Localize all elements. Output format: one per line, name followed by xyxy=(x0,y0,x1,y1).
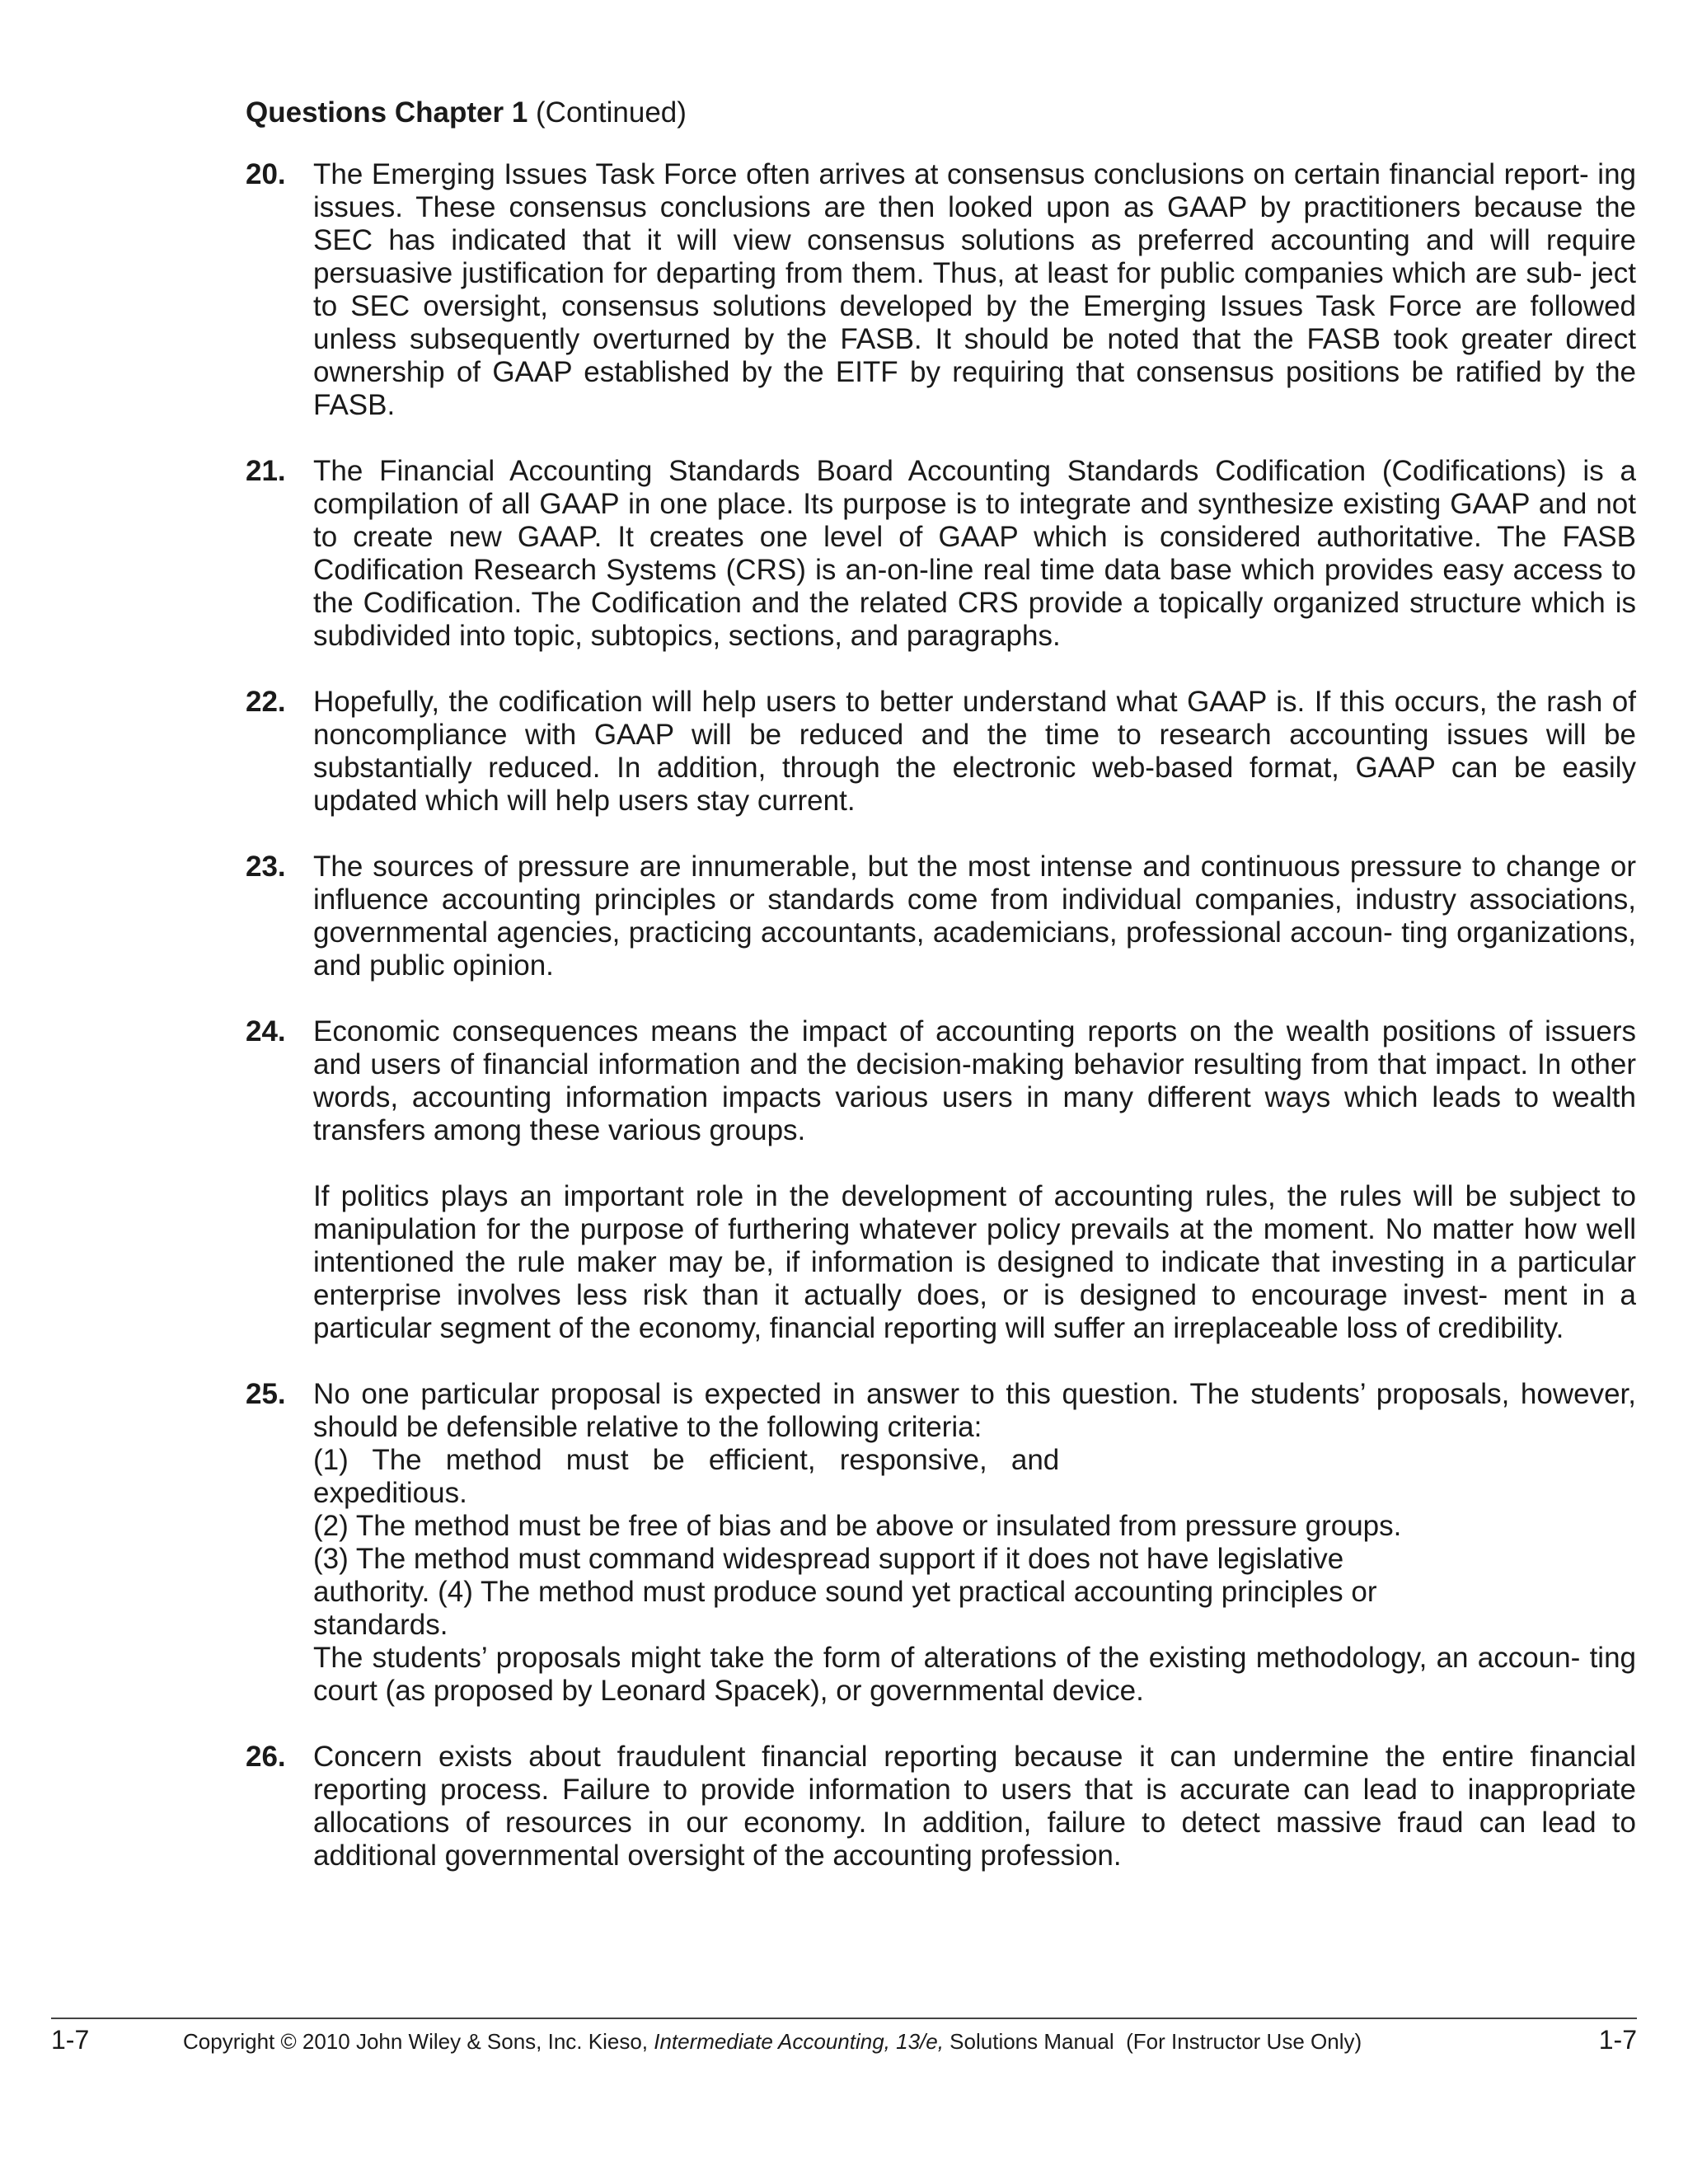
question-number: 20. xyxy=(246,158,286,190)
page-heading xyxy=(246,94,687,132)
page-number-right: 1-7 xyxy=(1598,2025,1637,2055)
question-text: Economic consequences means the impact of accounting reports on the wealth positions of issuers and users of financial information and the decision-making behavior resulting from that impact. In other words, accounting information impacts various users in many different ways which leads to wealth transfers among these various groups. xyxy=(313,1015,1636,1146)
page-number-left: 1-7 xyxy=(51,2025,90,2055)
question-text: The sources of pressure are innumerable, but the most intense and continuous pressure to change or influence accounting principles or standards come from individual companies, industry associations, governmental agencies, practicing accountants, academicians, professional accoun- ting organizations, and public opinion. xyxy=(313,851,1636,982)
question-23 xyxy=(246,851,1636,982)
criteria-line: (2) The method must be free of bias and be above or insulated from pressure groups. xyxy=(313,1510,1402,1542)
question-number: 25. xyxy=(246,1378,286,1410)
criteria-line: authority. (4) The method must produce sound yet practical accounting principles or xyxy=(313,1576,1377,1608)
question-text: The Financial Accounting Standards Board Accounting Standards Codification (Codifications) is a compilation of all GAAP in one place. Its purpose is to integrate and synthesize existing GAAP and not to create new GAAP. It creates one level of GAAP which is considered authoritative. The FASB Codification Research Systems (CRS) is an-on-line real time data base which provides easy access to the Codification. The Codification and the related CRS provide a topically organized structure which is subdivided into topic, subtopics, sections, and paragraphs. xyxy=(313,455,1636,652)
copyright-author: Kieso, xyxy=(588,2029,654,2054)
question-number: 24. xyxy=(246,1015,286,1047)
heading-bold: Questions Chapter 1 xyxy=(246,96,528,129)
criteria-line: (3) The method must command widespread support if it does not have legislative xyxy=(313,1543,1344,1575)
question-20 xyxy=(246,158,1636,422)
criteria-line: (1) The method must be efficient, responsive, and xyxy=(313,1444,1060,1476)
criteria-line: expeditious. xyxy=(313,1477,467,1509)
question-intro: No one particular proposal is expected in answer to this question. The students’ proposals, however, should be defensible relative to the following criteria: xyxy=(313,1378,1636,1443)
question-24 xyxy=(246,1015,1636,1345)
criteria-list xyxy=(313,1444,1636,1642)
footer-divider xyxy=(51,2018,1637,2019)
question-text: Hopefully, the codification will help users to better understand what GAAP is. If this occurs, the rash of noncompliance with GAAP will be reduced and the time to research accounting issues will be substantially reduced. In addition, through the electronic web-based format, GAAP can be easily updated which will help users stay current. xyxy=(313,686,1636,817)
question-text-continued: If politics plays an important role in the development of accounting rules, the rules will be subject to manipulation for the purpose of furthering whatever policy prevails at the moment. No matter how well intentioned the rule maker may be, if information is designed to indicate that investing in a particular enterprise involves less risk than it actually does, or is designed to encourage invest- ment in a particular segment of the economy, financial reporting will suffer an irreplaceable loss of credibility. xyxy=(313,1180,1636,1344)
question-text: Concern exists about fraudulent financial reporting because it can undermine the entire financial reporting process. Failure to provide information to users that is accurate can lead to inappropriate allocations of resources in our economy. In addition, failure to detect massive fraud can lead to additional governmental oversight of the accounting profession. xyxy=(313,1741,1636,1872)
heading-rest: (Continued) xyxy=(528,96,687,129)
copyright-manual: Solutions Manual xyxy=(943,2029,1114,2054)
criteria-line: standards. xyxy=(313,1609,448,1641)
question-closing: The students’ proposals might take the form of alterations of the existing methodology, an accoun- ting court (as proposed by Leonard Spacek), or governmental device. xyxy=(313,1642,1636,1707)
question-22 xyxy=(246,686,1636,818)
question-text: The Emerging Issues Task Force often arrives at consensus conclusions on certain financial report- ing issues. These consensus conclusions are then looked upon as GAAP by practitioners because the SEC has indicated that it will view consensus solutions as preferred accounting and will require persuasive justification for departing from them. Thus, at least for public companies which are sub- ject to SEC oversight, consensus solutions developed by the Emerging Issues Task Force are followed unless subsequently overturned by the FASB. It should be noted that the FASB took greater direct ownership of GAAP established by the EITF by requiring that consensus positions be ratified by the FASB. xyxy=(313,158,1636,421)
question-number: 23. xyxy=(246,851,286,883)
question-25 xyxy=(246,1378,1636,1708)
book-title: Intermediate Accounting, 13/e, xyxy=(654,2029,944,2054)
copyright-usage: (For Instructor Use Only) xyxy=(1114,2029,1362,2054)
copyright-owner: Copyright © 2010 John Wiley & Sons, Inc. xyxy=(183,2029,583,2054)
question-number: 22. xyxy=(246,686,286,718)
question-number: 21. xyxy=(246,455,286,487)
question-21 xyxy=(246,455,1636,653)
copyright-notice xyxy=(183,2027,1362,2055)
questions-list xyxy=(246,158,1636,1905)
question-number: 26. xyxy=(246,1741,286,1773)
question-26 xyxy=(246,1741,1636,1872)
